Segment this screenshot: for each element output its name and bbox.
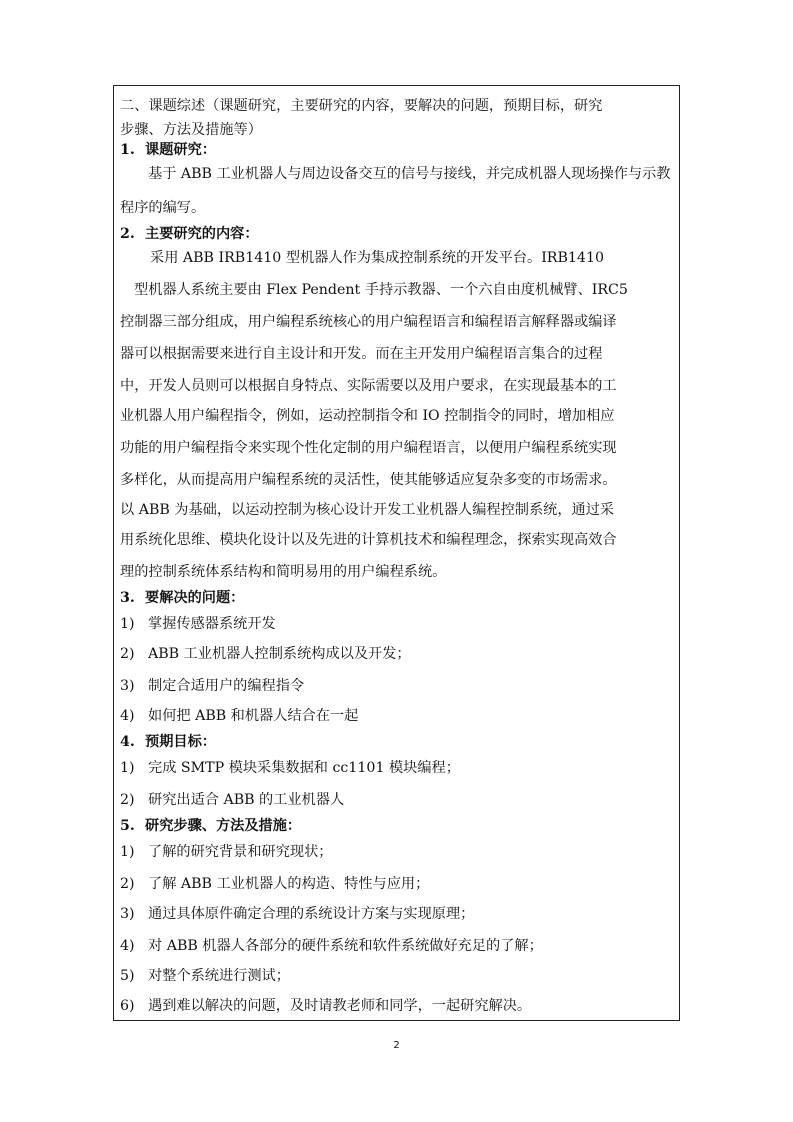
item-number: 3) [120,906,135,922]
content-line-8: 多样化，从而提高用户编程系统的灵活性，使其能够适应复杂多变的市场需求。 [120,472,617,488]
item-number: 6) [120,998,135,1014]
list-item [120,676,676,696]
item-number: 1) [120,844,135,860]
topic-line-1: 基于 ABB 工业机器人与周边设备交互的信号与接线，并完成机器人现场操作与示教 [148,166,671,182]
item-text: 制定合适用户的编程指令 [148,678,305,694]
section-title-line-2: 步骤、方法及措施等） [120,122,262,138]
item-number: 2) [120,646,135,662]
content-line-9: 以 ABB 为基础，以运动控制为核心设计开发工业机器人编程控制系统，通过采 [120,502,615,518]
goals-heading [120,732,676,752]
item-text: 了解 ABB 工业机器人的构造、特性与应用； [148,876,430,892]
item-text: 如何把 ABB 和机器人结合在一起 [148,708,359,724]
item-text: ABB 工业机器人控制系统构成以及开发； [148,646,411,662]
list-item [120,996,676,1016]
list-item [120,904,676,924]
item-text: 研究出适合 ABB 的工业机器人 [148,792,345,808]
list-item [120,758,676,778]
problems-heading [120,588,676,608]
item-text: 对 ABB 机器人各部分的硬件系统和软件系统做好充足的了解； [148,938,543,954]
content-line-3: 控制器三部分组成，用户编程系统核心的用户编程语言和编程语言解释器或编译 [120,314,617,330]
item-number: 1) [120,616,135,632]
topic-heading [120,140,676,160]
item-number: 4) [120,708,135,724]
item-number: 1) [120,760,135,776]
content-line-4: 器可以根据需要来进行自主设计和开发。而在主开发用户编程语言集合的过程 [120,346,603,362]
page-number: 2 [393,1040,400,1051]
topic-line-2: 程序的编写。 [120,200,206,216]
item-text: 对整个系统进行测试； [148,968,290,984]
list-item [120,842,676,862]
content-line-7: 功能的用户编程指令来实现个性化定制的用户编程语言，以便用户编程系统实现 [120,440,617,456]
heading-text: 预期目标： [145,734,216,750]
heading-number: 4. [120,734,135,750]
content-line-1: 采用 ABB IRB1410 型机器人作为集成控制系统的开发平台。IRB1410 [150,250,605,266]
list-item [120,790,676,810]
content-line-10: 用系统化思维、模块化设计以及先进的计算机技术和编程理念，探索实现高效合 [120,532,617,548]
section-title-line-1: 二、课题综述（课题研究，主要研究的内容，要解决的问题，预期目标，研究 [120,98,603,114]
item-text: 了解的研究背景和研究现状； [148,844,333,860]
heading-text: 课题研究： [145,142,216,158]
item-number: 2) [120,792,135,808]
heading-number: 5. [120,818,135,834]
item-text: 遇到难以解决的问题，及时请教老师和同学，一起研究解决。 [148,998,532,1014]
list-item [120,706,676,726]
list-item [120,614,676,634]
heading-number: 1. [120,142,135,158]
list-item [120,644,676,664]
heading-number: 2. [120,226,135,242]
item-number: 2) [120,876,135,892]
heading-number: 3. [120,590,135,606]
content-heading [120,224,676,244]
heading-text: 要解决的问题： [145,590,245,606]
content-line-5: 中，开发人员则可以根据自身特点、实际需要以及用户要求，在实现最基本的工 [120,378,617,394]
item-text: 完成 SMTP 模块采集数据和 cc1101 模块编程； [148,760,460,776]
list-item [120,874,676,894]
content-line-2: 型机器人系统主要由 Flex Pendent 手持示教器、一个六自由度机械臂、IRC5 [134,282,628,298]
item-number: 3) [120,678,135,694]
item-text: 通过具体原件确定合理的系统设计方案与实现原理； [148,906,475,922]
heading-text: 研究步骤、方法及措施： [145,818,302,834]
list-item [120,936,676,956]
list-item [120,966,676,986]
item-number: 5) [120,968,135,984]
heading-text: 主要研究的内容： [145,226,259,242]
content-line-11: 理的控制系统体系结构和简明易用的用户编程系统。 [120,564,447,580]
item-text: 掌握传感器系统开发 [148,616,276,632]
content-line-6: 业机器人用户编程指令，例如，运动控制指令和 IO 控制指令的同时，增加相应 [120,408,615,424]
methods-heading [120,816,676,836]
item-number: 4) [120,938,135,954]
